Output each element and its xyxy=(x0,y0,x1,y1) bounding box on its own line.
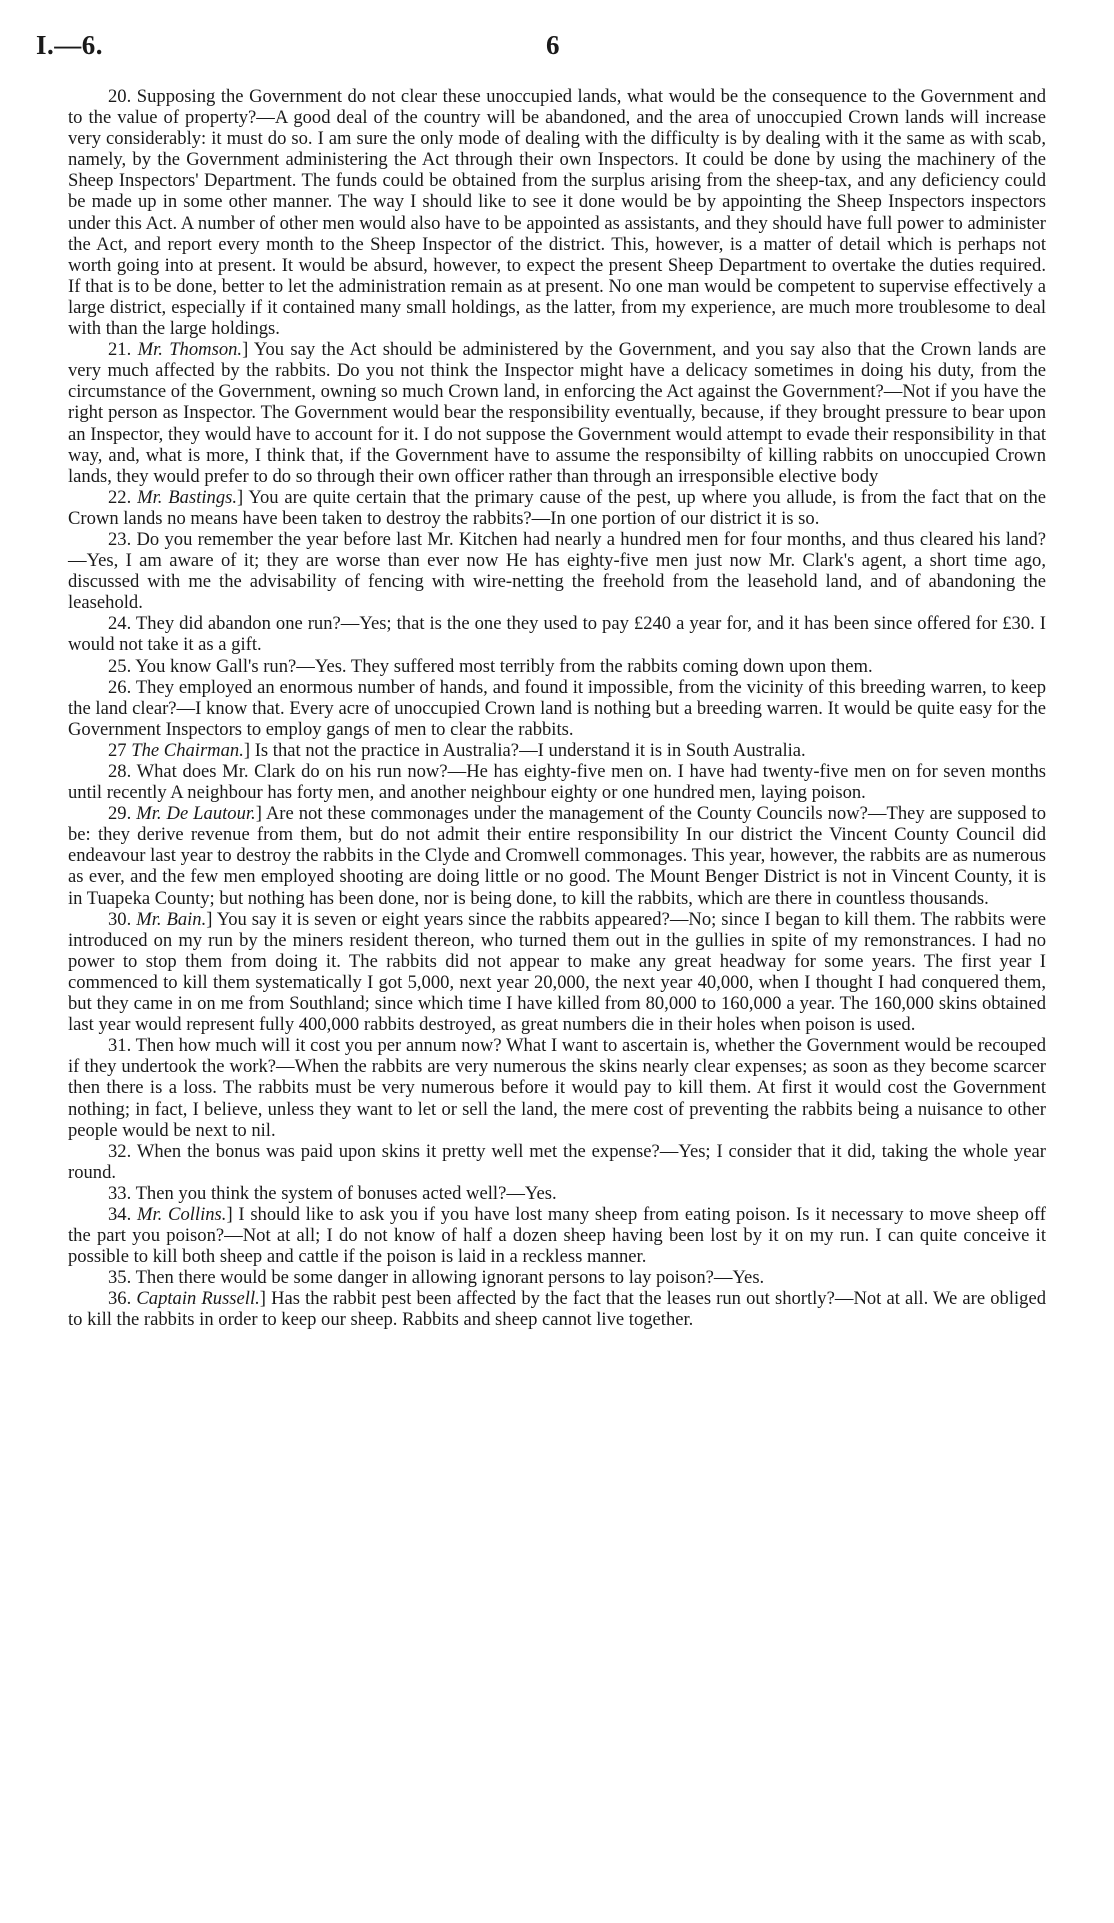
paragraph-text: Are not these commonages under the management of the County Councils now?—They are supposed to be: they derive revenue from them, but do not admit their entire responsibility In our district the Vincent County Council did endeavour last year to destroy the rabbits in the Clyde and Cromwell commonages. This year, however, the rabbits are as numerous as ever, and the few men employed shooting are doing little or no good. The Mount Benger District is not in Vincent County, it is in Tuapeka County; but nothing has been done, nor is being done, to kill the rabbits, which are there in countless thousands. xyxy=(68,803,1047,909)
speaker-bracket: ] xyxy=(255,803,262,825)
paragraph-32 xyxy=(68,1141,1046,1183)
paragraph-text: Is that not the practice in Australia?—I understand it is in South Australia. xyxy=(250,739,806,761)
paragraph-number: 23. xyxy=(108,528,132,550)
paragraph-number: 29. xyxy=(108,803,132,825)
paragraph-text: What does Mr. Clark do on his run now?—He has eighty-five men on. I have had twenty-five men on for seven months until recently A neighbour has forty men, and another neighbour eighty or one hundred men, laying poison. xyxy=(68,761,1047,804)
speaker-bracket: ] xyxy=(237,486,244,508)
paragraph-text: They did abandon one run?—Yes; that is the one they used to pay £240 a year for, and it has been since offered for £30. I would not take it as a gift. xyxy=(68,613,1046,656)
paragraph-21 xyxy=(68,339,1046,487)
paragraph-number: 32. xyxy=(108,1140,132,1162)
paragraph-text: Then how much will it cost you per annum now? What I want to ascertain is, whether the Government would be recouped if they undertook the work?—When the rabbits are very numerous the skins nearly clear expenses; as soon as they become scarcer then there is a loss. The rabbits must be very numerous before it would pay to kill them. At first it would cost the Government nothing; in fact, I believe, unless they want to let or sell the land, the mere cost of preventing the rabbits being a nuisance to other people would be next to nil. xyxy=(68,1035,1046,1141)
speaker-bracket: ] xyxy=(259,1288,266,1310)
paragraph-31 xyxy=(68,1035,1046,1140)
paragraph-25 xyxy=(68,656,1046,677)
paragraph-number: 21. xyxy=(108,339,132,361)
paragraph-number: 24. xyxy=(108,613,132,635)
speaker-name: Mr. Collins. xyxy=(137,1203,227,1225)
paragraph-number: 30. xyxy=(108,908,132,930)
page-header xyxy=(36,30,1076,70)
page-number: 6 xyxy=(546,30,560,60)
speaker-name: Mr. Thomson. xyxy=(137,339,243,361)
paragraph-number: 36. xyxy=(108,1288,132,1310)
speaker-name: The Chairman. xyxy=(131,739,244,761)
paragraph-20 xyxy=(68,86,1046,339)
paragraph-24 xyxy=(68,613,1046,655)
paragraph-text: You are quite certain that the primary cause of the pest, up where you allude, is from the fact that on the Crown lands no means have been taken to destroy the rabbits?—In one portion of our district it is so. xyxy=(68,486,1047,529)
speaker-bracket: ] xyxy=(206,908,213,930)
paragraph-34 xyxy=(68,1204,1046,1267)
paragraph-text: When the bonus was paid upon skins it pretty well met the expense?—Yes; I consider that it did, taking the whole year round. xyxy=(68,1140,1047,1183)
paragraph-text: You know Gall's run?—Yes. They suffered most terribly from the rabbits coming down upon them. xyxy=(135,655,873,677)
paragraph-number: 31. xyxy=(108,1035,132,1057)
paragraph-28 xyxy=(68,761,1046,803)
paragraph-text: You say the Act should be administered by the Government, and you say also that the Crown lands are very much affected by the rabbits. Do you not think the Inspector might have a delicacy sometimes in doing his duty, from the circumstance of the Government, owning so much Crown land, in enforcing the Act against the Government?—Not if you have the right person as Inspector. The Government would bear the responsibility eventually, because, if they brought pressure to bear upon an Inspector, they would have to account for it. I do not suppose the Government would attempt to evade their responsibility in that way, and, what is more, I think that, if the Government have to assume the responsibilty of killing rabbits on unoccupied Crown lands, they would prefer to do so through their own officer rather than through an irresponsible elective body xyxy=(68,339,1046,487)
paragraph-35 xyxy=(68,1267,1046,1288)
paragraph-number: 28. xyxy=(108,761,132,782)
paragraph-number: 34. xyxy=(108,1203,132,1225)
speaker-bracket: ] xyxy=(226,1203,233,1225)
paragraph-text: They employed an enormous number of hands, and found it impossible, from the vicinity of this breeding warren, to keep the land clear?—I know that. Every acre of unoccupied Crown land is nothing but a breeding warren. It would be quite easy for the Government Inspectors to employ gangs of men to clear the rabbits. xyxy=(68,676,1046,740)
paragraph-33 xyxy=(68,1183,1046,1204)
document-reference: I.—6. xyxy=(36,30,104,60)
paragraph-29 xyxy=(68,803,1046,908)
paragraph-23 xyxy=(68,529,1046,613)
paragraph-text: Has the rabbit pest been affected by the fact that the leases run out shortly?—Not at all. We are obliged to kill the rabbits in order to keep our sheep. Rabbits and sheep cannot live together. xyxy=(68,1288,1047,1331)
paragraph-text: I should like to ask you if you have lost many sheep from eating poison. Is it necessary to move sheep off the part you poison?—Not at all; I do not know of half a dozen sheep having been lost by it on my run. I can quite conceive it possible to kill both sheep and cattle if the poison is laid in a reckless manner. xyxy=(68,1203,1046,1268)
paragraph-number: 22. xyxy=(108,486,132,508)
paragraph-text: Then there would be some danger in allowing ignorant persons to lay poison?—Yes. xyxy=(135,1267,765,1289)
paragraph-22 xyxy=(68,487,1046,529)
speaker-name: Mr. De Lautour. xyxy=(136,803,256,825)
paragraph-30 xyxy=(68,909,1046,1036)
paragraph-number: 20. xyxy=(108,86,132,107)
paragraph-number: 27 xyxy=(108,739,127,761)
speaker-name: Mr. Bastings. xyxy=(137,486,238,508)
paragraph-text: Then you think the system of bonuses acted well?—Yes. xyxy=(135,1182,557,1204)
paragraph-number: 26. xyxy=(108,676,132,698)
speaker-name: Mr. Bain. xyxy=(136,908,207,930)
speaker-name: Captain Russell. xyxy=(136,1288,260,1310)
paragraph-number: 25. xyxy=(108,655,132,677)
paragraph-36 xyxy=(68,1288,1046,1330)
paragraph-text: Supposing the Government do not clear these unoccupied lands, what would be the consequence to the Government and to the value of property?—A good deal of the country will be abandoned, and the area of unoccupied Crown lands will increase very considerably: it must do so. I am sure the only mode of dealing with the difficulty is by dealing with it the same as with scab, namely, by the Government administering the Act through their own Inspectors. It could be done by using the machinery of the Sheep Inspectors' Department. The funds could be obtained from the surplus arising from the sheep-tax, and any deficiency could be made up in some other manner. The way I should like to see it done would be by appointing the Sheep Inspectors inspectors under this Act. A number of other men would also have to be appointed as assistants, and they should have full power to administer the Act, and report every month to the Sheep Inspector of the district. This, however, is a matter of detail which is perhaps not worth going into at present. It would be absurd, however, to expect the present Sheep Department to overtake the duties required. If that is to be done, better to let the administration remain as at present. No one man would be competent to supervise effectively a large district, especially if it contained many small holdings, as the latter, from my experience, are much more troublesome to deal with than the large holdings. xyxy=(68,86,1046,340)
body-text xyxy=(68,86,1046,1331)
paragraph-text: Do you remember the year before last Mr. Kitchen had nearly a hundred men for four months, and thus cleared his land?—Yes, I am aware of it; they are worse than ever now He has eighty-five men just now Mr. Clark's agent, a short time ago, discussed with me the advisability of fencing with wire-netting the freehold from the leasehold land, and of abandoning the leasehold. xyxy=(68,528,1046,614)
paragraph-27 xyxy=(68,740,1046,761)
paragraph-number: 35. xyxy=(108,1267,132,1289)
paragraph-number: 33. xyxy=(108,1182,132,1204)
paragraph-26 xyxy=(68,677,1046,740)
speaker-bracket: ] xyxy=(242,339,249,361)
speaker-bracket: ] xyxy=(243,739,251,761)
paragraph-text: You say it is seven or eight years since the rabbits appeared?—No; since I began to kill them. The rabbits were introduced on my run by the miners resident thereon, who turned them out in the gullies in spite of my remonstrances. I had no power to stop them from doing it. The rabbits did not appear to make any great headway for some years. The first year I commenced to kill them systematically I got 5,000, next year 20,000, the next year 40,000, when I thought I had conquered them, but they came in on me from Southland; since which time I have killed from 80,000 to 160,000 a year. The 160,000 skins obtained last year would represent fully 400,000 rabbits destroyed, as great numbers die in their holes when poison is used. xyxy=(68,908,1046,1036)
